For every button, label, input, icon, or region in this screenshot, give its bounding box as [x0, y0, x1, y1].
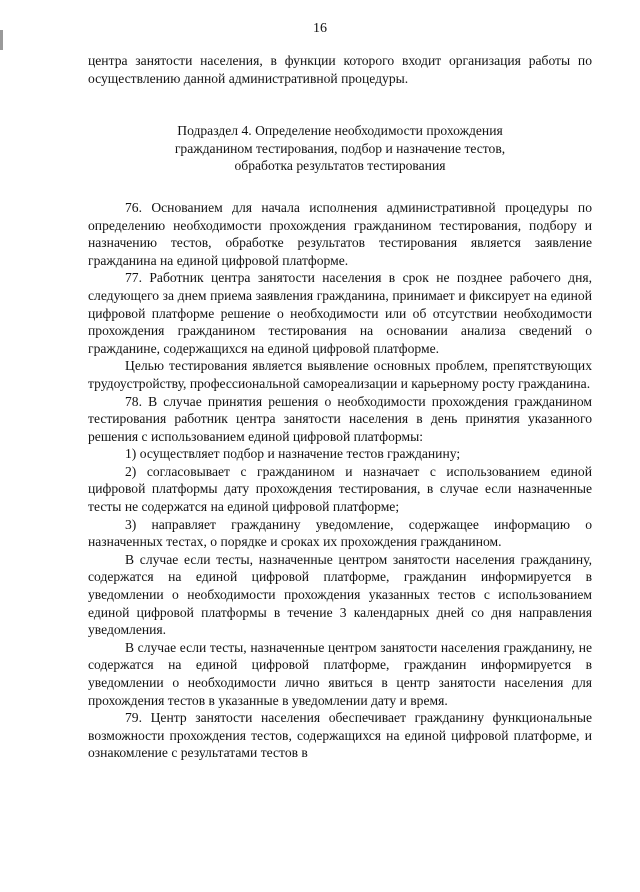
subsection-heading-line: гражданином тестирования, подбор и назначение тестов, [174, 140, 506, 156]
page-content [88, 52, 592, 762]
list-item-1: 1) осуществляет подбор и назначение тестов гражданину; [125, 446, 461, 462]
paragraph-tests-not-on-platform: В случае если тесты, назначенные центром занятости населения гражданину, не содержатся на единой цифровой платформе, гражданин информируется в уведомлении о необходимости лично явиться в центр занятости населения для прохождения тестов в указанные в уведомлении дату и время. [88, 639, 592, 708]
paragraph-tests-on-platform: В случае если тесты, назначенные центром занятости населения гражданину, содержатся на единой цифровой платформе, гражданин информируется в уведомлении о необходимости прохождения указанных тестов с использованием единой цифровой платформы в течение 3 календарных дней со дня направления уведомления. [88, 551, 592, 638]
subsection-heading [88, 122, 592, 175]
paragraph-testing-purpose: Целью тестирования является выявление основных проблем, препятствующих трудоустройству, профессиональной самореализации и карьерному росту гражданина. [88, 358, 592, 391]
paragraph-77: 77. Работник центра занятости населения в срок не позднее рабочего дня, следующего за днем приема заявления гражданина, принимает и фиксирует на единой цифровой платформе решение о необходимости или об отсутствии необходимости прохождения гражданином тестирования на основании анализа сведений о гражданине, содержащихся на единой цифровой платформе. [88, 270, 592, 356]
paragraph-76: 76. Основанием для начала исполнения административной процедуры по определению необходимости прохождения гражданином тестирования, подбору и назначению тестов, обработке результатов тестирования является заявление гражданина на единой цифровой платформе. [88, 199, 592, 268]
subsection-heading-line: Подраздел 4. Определение необходимости прохождения [177, 123, 503, 139]
paragraph-78: 78. В случае принятия решения о необходимости прохождения гражданином тестирования работник центра занятости населения в день принятия указанного решения с использованием единой цифровой платформы: [88, 393, 592, 444]
intro-paragraph: центра занятости населения, в функции которого входит организация работы по осуществлению данной административной процедуры. [88, 53, 592, 86]
list-item-2: 2) согласовывает с гражданином и назначает с использованием единой цифровой платформы дату прохождения тестирования, в случае если назначенные тесты не содержатся на единой цифровой платформе; [88, 463, 592, 515]
list-item-3: 3) направляет гражданину уведомление, содержащее информацию о назначенных тестах, о порядке и сроках их прохождения гражданином. [88, 516, 592, 550]
subsection-heading-line: обработка результатов тестирования [234, 158, 446, 174]
page-number: 16 [313, 21, 327, 36]
paragraph-79: 79. Центр занятости населения обеспечивает гражданину функциональные возможности прохождения тестов, содержащихся на единой цифровой платформе, и ознакомление с результатами тестов в [88, 710, 592, 761]
